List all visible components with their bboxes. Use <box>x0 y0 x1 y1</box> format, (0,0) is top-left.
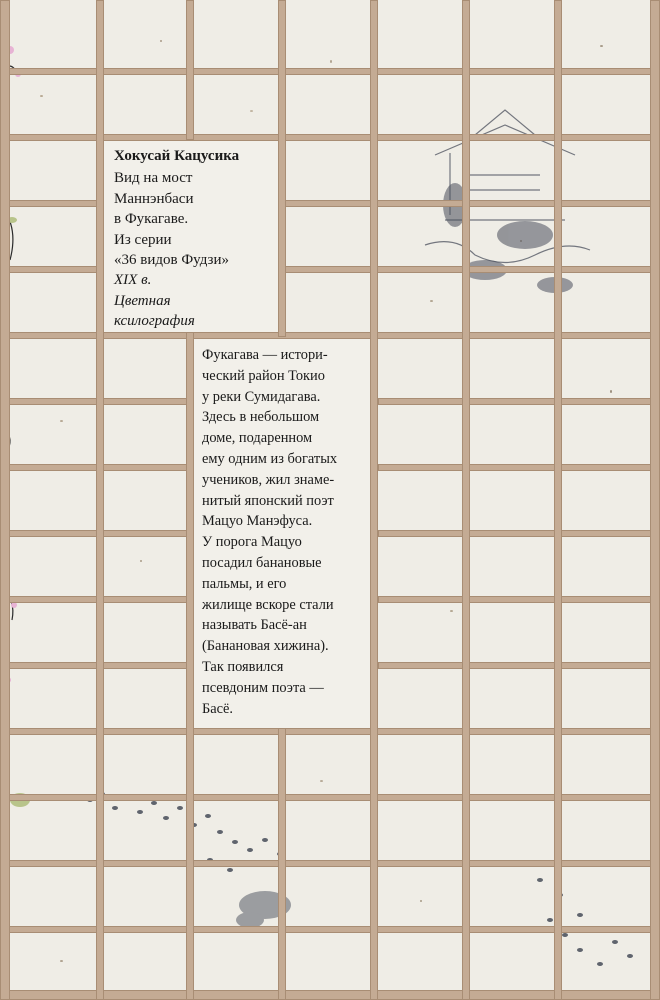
body-line: ческий район Токио <box>202 367 325 384</box>
artwork-caption <box>114 146 282 332</box>
birds-ink-illustration <box>70 770 300 890</box>
body-line: Фукагава — истори- <box>202 347 328 363</box>
artwork-title-line: в Фукагаве. <box>114 211 189 228</box>
artwork-series-line: Из серии <box>114 231 172 248</box>
body-line: Мацуо Манэфуса. <box>202 513 313 530</box>
body-line: нитый японский поэт <box>202 492 334 509</box>
artwork-technique: ксилография <box>114 313 195 330</box>
body-paragraph <box>202 345 374 719</box>
body-line: доме, подаренном <box>202 430 313 447</box>
artwork-technique: Цветная <box>114 292 171 309</box>
artwork-title-line: Маннэнбаси <box>114 190 194 207</box>
body-line: посадил банановые <box>202 554 322 571</box>
body-line: ему одним из богатых <box>202 450 338 467</box>
body-line: Так появился <box>202 658 284 675</box>
body-line: (Банановая хижина). <box>202 638 329 655</box>
body-line: псевдоним поэта — <box>202 679 324 696</box>
grass-ink-illustration <box>520 860 660 990</box>
artwork-date: XIX в. <box>114 272 152 289</box>
body-line: У порога Мацуо <box>202 534 302 551</box>
body-line: жилище вскоре стали <box>202 596 334 613</box>
body-line: учеников, жил знаме- <box>202 471 335 488</box>
body-line: Здесь в небольшом <box>202 409 320 426</box>
body-line: Басё. <box>202 700 234 717</box>
artwork-series-line: «36 видов Фудзи» <box>114 252 229 269</box>
body-line: называть Басё-ан <box>202 617 307 634</box>
artwork-title-line: Вид на мост <box>114 170 193 187</box>
artist-name: Хокусай Кацусика <box>114 148 240 164</box>
body-line: у реки Сумидагава. <box>202 388 321 405</box>
body-line: пальмы, и его <box>202 575 287 592</box>
